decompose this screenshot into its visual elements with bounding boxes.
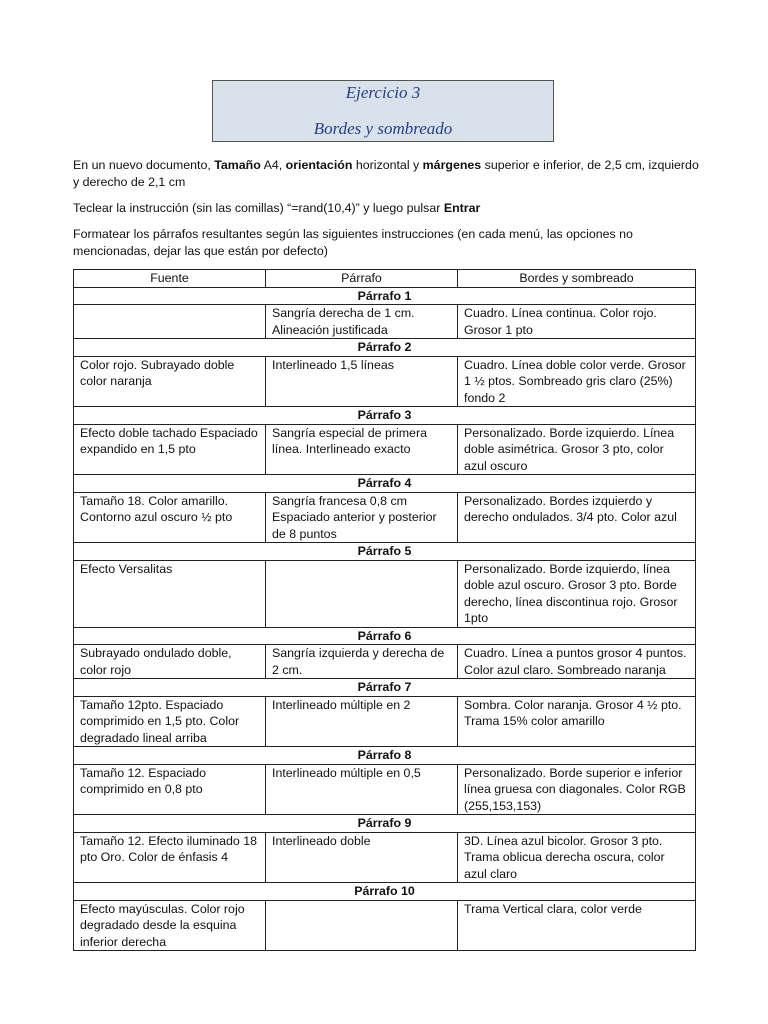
cell-fuente: Efecto Versalitas <box>74 560 266 627</box>
header-parrafo: Párrafo <box>266 270 458 288</box>
section-title: Párrafo 5 <box>74 543 696 561</box>
text-run: Formatear los párrafos resultantes según las siguientes instrucciones (en cada menú, las opciones no mencionadas, dejar las que están por defecto) <box>73 227 633 258</box>
section-title: Párrafo 4 <box>74 475 696 493</box>
table-row <box>74 696 696 747</box>
text-run: superior e inferior, de 2,5 cm, izquierdo y derecho de 2,1 cm <box>73 158 699 189</box>
table-row <box>74 492 696 543</box>
table-row <box>74 305 696 339</box>
instruction-paragraph-2 <box>73 200 703 217</box>
bold-text-run: Tamaño <box>214 158 261 172</box>
instruction-paragraph-3 <box>73 226 703 259</box>
header-fuente: Fuente <box>74 270 266 288</box>
cell-fuente: Efecto doble tachado Espaciado expandido en 1,5 pto <box>74 424 266 475</box>
cell-bordes: 3D. Línea azul bicolor. Grosor 3 pto. Trama oblicua derecha oscura, color azul claro <box>458 832 696 883</box>
title-line-1: Ejercicio 3 <box>345 83 421 102</box>
section-row <box>74 339 696 357</box>
section-row <box>74 475 696 493</box>
cell-bordes: Cuadro. Línea continua. Color rojo. Grosor 1 pto <box>458 305 696 339</box>
cell-parrafo: Sangría francesa 0,8 cm Espaciado anterior y posterior de 8 puntos <box>266 492 458 543</box>
cell-fuente: Tamaño 18. Color amarillo. Contorno azul oscuro ½ pto <box>74 492 266 543</box>
table-header-row <box>74 270 696 288</box>
cell-fuente <box>74 305 266 339</box>
cell-fuente: Efecto mayúsculas. Color rojo degradado desde la esquina inferior derecha <box>74 900 266 951</box>
cell-parrafo <box>266 560 458 627</box>
section-title: Párrafo 3 <box>74 407 696 425</box>
cell-parrafo: Interlineado 1,5 líneas <box>266 356 458 407</box>
cell-parrafo: Sangría derecha de 1 cm. Alineación justificada <box>266 305 458 339</box>
cell-fuente: Subrayado ondulado doble, color rojo <box>74 645 266 679</box>
cell-bordes: Sombra. Color naranja. Grosor 4 ½ pto. Trama 15% color amarillo <box>458 696 696 747</box>
section-row <box>74 679 696 697</box>
table-row <box>74 764 696 815</box>
text-run: En un nuevo documento, <box>73 158 215 172</box>
section-title: Párrafo 10 <box>74 883 696 901</box>
cell-parrafo: Sangría izquierda y derecha de 2 cm. <box>266 645 458 679</box>
cell-fuente: Color rojo. Subrayado doble color naranja <box>74 356 266 407</box>
bold-text-run: márgenes <box>422 158 482 172</box>
cell-fuente: Tamaño 12pto. Espaciado comprimido en 1,5 pto. Color degradado lineal arriba <box>74 696 266 747</box>
cell-parrafo: Interlineado múltiple en 2 <box>266 696 458 747</box>
section-row <box>74 883 696 901</box>
text-run: Teclear la instrucción (sin las comillas) “=rand(10,4)” y luego pulsar <box>73 201 444 215</box>
cell-parrafo <box>266 900 458 951</box>
table-row <box>74 424 696 475</box>
cell-bordes: Personalizado. Borde izquierdo. Línea doble asimétrica. Grosor 3 pto, color azul oscuro <box>458 424 696 475</box>
section-row <box>74 287 696 305</box>
cell-parrafo: Sangría especial de primera línea. Interlineado exacto <box>266 424 458 475</box>
section-row <box>74 815 696 833</box>
cell-fuente: Tamaño 12. Espaciado comprimido en 0,8 pto <box>74 764 266 815</box>
section-row <box>74 627 696 645</box>
section-title: Párrafo 8 <box>74 747 696 765</box>
section-title: Párrafo 9 <box>74 815 696 833</box>
section-title: Párrafo 1 <box>74 287 696 305</box>
cell-parrafo: Interlineado múltiple en 0,5 <box>266 764 458 815</box>
section-title: Párrafo 2 <box>74 339 696 357</box>
cell-parrafo: Interlineado doble <box>266 832 458 883</box>
cell-bordes: Cuadro. Línea a puntos grosor 4 puntos. Color azul claro. Sombreado naranja <box>458 645 696 679</box>
cell-fuente: Tamaño 12. Efecto iluminado 18 pto Oro. Color de énfasis 4 <box>74 832 266 883</box>
instruction-paragraph-1 <box>73 157 703 190</box>
section-title: Párrafo 7 <box>74 679 696 697</box>
table-row <box>74 900 696 951</box>
section-row <box>74 543 696 561</box>
cell-bordes: Personalizado. Borde izquierdo, línea doble azul oscuro. Grosor 3 pto. Borde derecho, línea discontinua rojo. Grosor 1pto <box>458 560 696 627</box>
table-row <box>74 832 696 883</box>
format-table <box>73 269 696 951</box>
cell-bordes: Personalizado. Borde superior e inferior línea gruesa con diagonales. Color RGB (255,153,153) <box>458 764 696 815</box>
section-title: Párrafo 6 <box>74 627 696 645</box>
section-row <box>74 747 696 765</box>
bold-text-run: orientación <box>285 158 353 172</box>
table-row <box>74 560 696 627</box>
title-box <box>212 80 554 142</box>
section-row <box>74 407 696 425</box>
text-run: A4, <box>260 158 286 172</box>
table-row <box>74 645 696 679</box>
title-line-2: Bordes y sombreado <box>313 119 453 138</box>
table-body <box>74 287 696 951</box>
table-row <box>74 356 696 407</box>
text-run: horizontal y <box>352 158 423 172</box>
bold-text-run: Entrar <box>443 201 481 215</box>
cell-bordes: Personalizado. Bordes izquierdo y derecho ondulados. 3/4 pto. Color azul <box>458 492 696 543</box>
header-bordes: Bordes y sombreado <box>458 270 696 288</box>
cell-bordes: Trama Vertical clara, color verde <box>458 900 696 951</box>
cell-bordes: Cuadro. Línea doble color verde. Grosor 1 ½ ptos. Sombreado gris claro (25%) fondo 2 <box>458 356 696 407</box>
